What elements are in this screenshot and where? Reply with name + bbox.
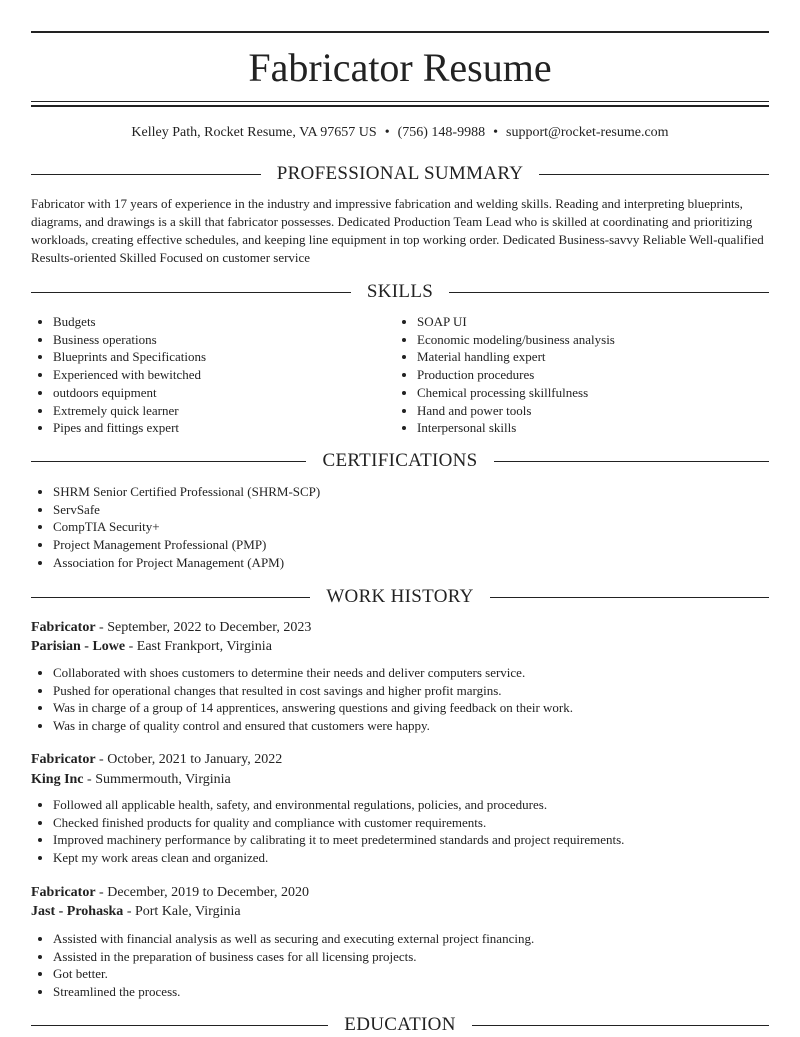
heading-rule-right [490,597,769,598]
skill-item: • Pipes and fittings expert [53,419,393,437]
contact-line [0,124,800,142]
certification-item: • Association for Project Management (APM) [53,554,791,572]
skill-item: • Economic modeling/business analysis [417,331,791,349]
contact-phone: (756) 148-9988 [397,125,486,140]
summary-heading: PROFESSIONAL SUMMARY [276,163,524,184]
job-location: East Frankport, Virginia [136,639,272,654]
work-heading-row [31,585,769,609]
job-company: King Inc [31,772,84,787]
job-title-line: Fabricator - December, 2019 to December, 2020 [31,885,310,900]
skill-item: • Experienced with bewitched [53,366,393,384]
job-dates: October, 2021 to January, 2022 [107,752,283,767]
job-role: Fabricator [31,885,96,900]
job-company: Parisian - Lowe [31,639,126,654]
skill-item: • Business operations [53,331,393,349]
contact-separator: • [493,125,498,140]
job-bullet: • Collaborated with shoes customers to determine their needs and deliver computers service. [53,664,791,682]
summary-text: Fabricator with 17 years of experience in the industry and impressive fabrication and welding skills. Reading and interpreting blueprints, diagrams, and drawings is a skill that fabricator possesses. Dedicated Production Team Lead who is skilled at coordinating and prioritizing workloads, creating effective schedules, and keeping line equipment in top working order. Dedicated Business-savvy Reliable Well-qualified Results-oriented Skilled Focused on customer service [31,196,764,265]
title-underline-thick [31,105,769,107]
top-rule [31,31,769,33]
skill-item: • Hand and power tools [417,402,791,420]
job-location: Summermouth, Virginia [95,772,231,787]
job-dates: September, 2022 to December, 2023 [107,620,312,635]
skill-item: • SOAP UI [417,313,791,331]
skill-item: • Interpersonal skills [417,419,791,437]
heading-rule-right [472,1025,769,1026]
job-bullet: • Pushed for operational changes that resulted in cost savings and higher profit margins. [53,682,791,700]
skills-heading: SKILLS [366,281,434,302]
job-bullets [31,664,791,735]
contact-address: Kelley Path, Rocket Resume, VA 97657 US [131,125,377,140]
education-heading-row [31,1013,769,1037]
heading-rule-left [31,292,351,293]
job-company-line: Parisian - Lowe - East Frankport, Virginia [31,639,272,654]
job-company: Jast - Prohaska [31,904,124,919]
skill-item: • Budgets [53,313,393,331]
job-role: Fabricator [31,620,96,635]
job-bullet: • Improved machinery performance by calibrating it to meet predetermined standards and project requirements. [53,831,791,849]
job-company-line: Jast - Prohaska - Port Kale, Virginia [31,904,241,919]
job-bullets [31,796,791,867]
summary-heading-row [31,162,769,186]
job-bullet: • Assisted in the preparation of business cases for all licensing projects. [53,948,791,966]
certifications-heading: CERTIFICATIONS [322,450,478,471]
skill-item: • Production procedures [417,366,791,384]
heading-rule-left [31,1025,328,1026]
certifications-list [31,483,791,572]
certification-item: • Project Management Professional (PMP) [53,536,791,554]
job-dates: December, 2019 to December, 2020 [107,885,310,900]
job-bullet: • Followed all applicable health, safety, and environmental regulations, policies, and procedures. [53,796,791,814]
job-bullet: • Was in charge of quality control and ensured that customers were happy. [53,717,791,735]
heading-rule-left [31,461,306,462]
job-title-line: Fabricator - October, 2021 to January, 2022 [31,752,283,767]
heading-rule-left [31,174,261,175]
skill-item: • Blueprints and Specifications [53,348,393,366]
skill-item: • Extremely quick learner [53,402,393,420]
contact-separator: • [384,125,390,140]
certifications-heading-row [31,449,769,473]
education-heading: EDUCATION [344,1014,456,1035]
job-bullet: • Streamlined the process. [53,983,791,1001]
job-location: Port Kale, Virginia [134,904,241,919]
contact-email[interactable]: support@rocket-resume.com [506,125,669,140]
job-bullet: • Was in charge of a group of 14 apprentices, answering questions and giving feedback on their work. [53,699,791,717]
heading-rule-right [494,461,769,462]
job-bullet: • Checked finished products for quality and compliance with customer requirements. [53,814,791,832]
skill-item: • Material handling expert [417,348,791,366]
heading-rule-right [449,292,769,293]
skills-list-right [395,313,791,437]
job-bullet: • Got better. [53,965,791,983]
certification-item: • ServSafe [53,501,791,519]
skill-item: • Chemical processing skillfulness [417,384,791,402]
skill-item: • outdoors equipment [53,384,393,402]
heading-rule-right [539,174,769,175]
certification-item: • SHRM Senior Certified Professional (SHRM-SCP) [53,483,791,501]
job-bullet: • Assisted with financial analysis as well as securing and executing external project financing. [53,930,791,948]
job-role: Fabricator [31,752,96,767]
skills-heading-row [31,280,769,304]
job-company-line: King Inc - Summermouth, Virginia [31,772,231,787]
job-title-line: Fabricator - September, 2022 to December, 2023 [31,620,312,635]
work-heading: WORK HISTORY [326,586,474,607]
job-bullet: • Kept my work areas clean and organized. [53,849,791,867]
heading-rule-left [31,597,310,598]
job-bullets [31,930,791,1001]
resume-title: Fabricator Resume [248,45,552,90]
certification-item: • CompTIA Security+ [53,518,791,536]
title-underline-thin [31,101,769,102]
skills-list-left [31,313,393,437]
